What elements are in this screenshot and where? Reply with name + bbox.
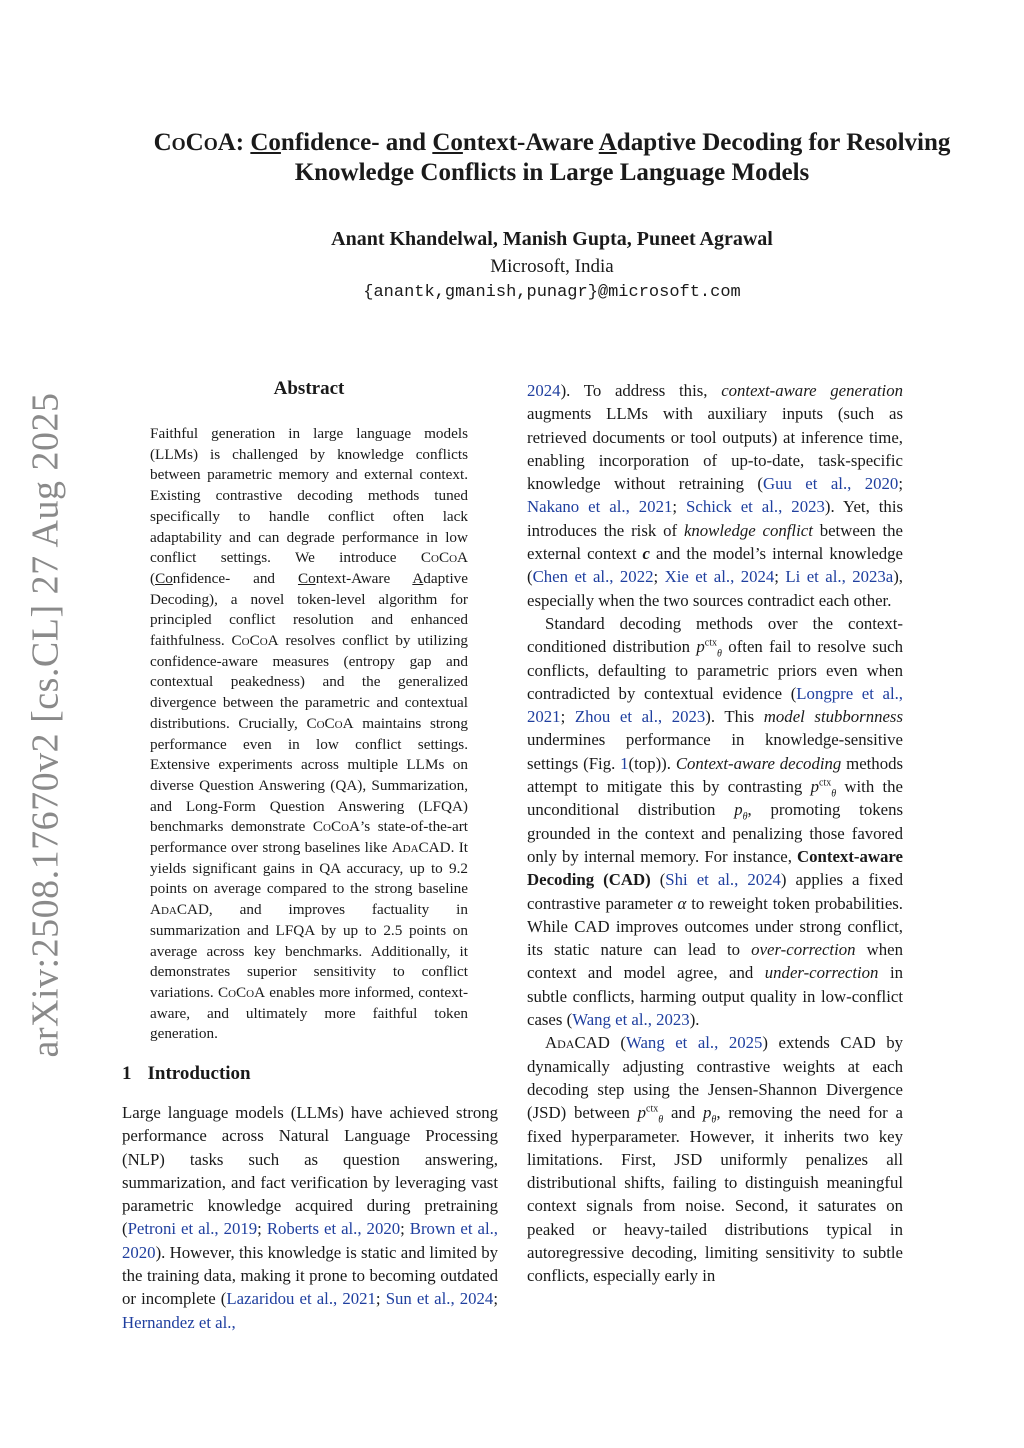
- body-text: methods attempt to mitigate this by contrasting: [527, 753, 904, 797]
- citation-link[interactable]: Li et al., 2023a: [785, 567, 894, 587]
- math-symbol: c: [642, 544, 650, 564]
- abstract-text: ntext-Aware: [315, 569, 413, 587]
- math-symbol: p: [810, 777, 819, 797]
- math-superscript: ctx: [818, 777, 832, 789]
- intro-paragraph: [527, 612, 903, 1031]
- citation-separator: ;: [375, 1289, 386, 1309]
- body-text: to reweight token probabilities. While CAD improves outcomes under strong conflict, its static nature can lead to: [527, 893, 903, 960]
- author-list: Anant Khandelwal, Manish Gupta, Puneet Agrawal: [331, 228, 773, 250]
- abstract-heading: Abstract: [273, 378, 345, 399]
- intro-right-column: [527, 379, 903, 1288]
- citation-separator: ;: [774, 567, 786, 587]
- intro-left-column: [122, 1101, 498, 1334]
- title-line-2: Knowledge Conflicts in Large Language Models: [294, 159, 810, 186]
- body-text: ). Yet, this introduces the risk of: [527, 497, 904, 540]
- title-method-name: CoCoA: [153, 129, 236, 156]
- math-subscript: θ: [717, 648, 722, 660]
- citation-link[interactable]: Shi et al., 2024: [665, 870, 781, 890]
- citation-separator: ;: [560, 707, 575, 727]
- title-fragment: nfidence- and: [280, 129, 433, 156]
- abstract-body: [150, 424, 468, 1045]
- math-symbol: p: [703, 1103, 712, 1123]
- citation-link[interactable]: Roberts et al., 2020: [266, 1219, 401, 1239]
- abstract-text: maintains strong performance even in low conflict settings. Extensive experiments across multiple LLMs on diverse Question Answering (QA), Summarization, and Long-Form Question Answering (LFQA) benchmarks demonstrate: [150, 714, 468, 836]
- body-text: ). This: [705, 707, 764, 727]
- body-text: , removing the need for a fixed hyperparameter. However, it inherits two key limitations. First, JSD uniformly penalizes all distributional shifts, failing to distinguish meaningful context signals from noise. Second, it saturates on peaked or heavy-tailed distributions typical in autoregressive decoding, limiting sensitivity to subtle conflicts, especially early in: [527, 1103, 903, 1286]
- body-text: when context and model agree, and: [527, 940, 903, 983]
- title-underlined-co: Co: [432, 129, 463, 156]
- emphasis: over-correction: [751, 940, 856, 960]
- title-fragment: ntext-Aware: [462, 129, 599, 156]
- emphasis: under-correction: [764, 963, 879, 983]
- baseline-name: AdaCAD: [150, 901, 209, 919]
- emphasis: model stubbornness: [763, 707, 903, 727]
- math-symbol: p: [637, 1103, 647, 1123]
- baseline-name: AdaCAD: [391, 839, 451, 857]
- bold-term: Context-aware Decoding (CAD): [527, 846, 903, 890]
- abstract-text: . It yields significant gains in QA accuracy, up to 9.2 points on average compared to the strong baseline: [150, 839, 468, 898]
- citation-separator: ;: [400, 1219, 410, 1239]
- math-subscript: θ: [742, 811, 748, 823]
- citation-link[interactable]: Wang et al., 2025: [625, 1033, 763, 1053]
- body-text: undermines performance in knowledge-sensitive settings (Fig.: [527, 730, 903, 773]
- math-symbol: p: [696, 637, 705, 657]
- body-text: (top)).: [628, 753, 676, 773]
- body-text: ).: [689, 1010, 700, 1030]
- body-text: in subtle conflicts, harming output quality in low-conflict cases (: [527, 963, 903, 1030]
- emphasis: Context-aware decoding: [675, 753, 842, 773]
- abstract-text: nfidence- and: [172, 569, 298, 587]
- citation-separator: ;: [898, 474, 903, 494]
- body-text: ). However, this knowledge is static and limited by the training data, making it prone to becoming outdated or incomplete (: [122, 1242, 498, 1309]
- citation-link[interactable]: 2024: [527, 381, 561, 400]
- emphasis: context-aware generation: [721, 381, 903, 400]
- underlined-letter: Co: [297, 569, 316, 587]
- title-underlined-co: Co: [250, 129, 281, 156]
- math-superscript: ctx: [704, 637, 717, 649]
- abstract-text: Faithful generation in large language models (LLMs) is challenged by knowledge conflicts between parametric memory and external context. Existing contrastive decoding methods tuned specifically to handle conflict often lack adaptability and can degrade performance in low conflict settings. We introduce: [150, 425, 468, 567]
- title-underlined-a: A: [598, 129, 617, 156]
- title-colon: :: [235, 129, 251, 156]
- math-subscript: θ: [711, 1114, 717, 1126]
- intro-paragraph: [122, 1101, 498, 1334]
- body-text: , promoting tokens grounded in the context and penalizing those favored only by internal memory. For instance,: [527, 800, 903, 866]
- abstract-text: daptive Decoding), a novel token-level algorithm for principled conflict resolution and enhanced faithfulness.: [150, 569, 468, 650]
- body-text: ) extends CAD by dynamically adjusting contrastive weights at each decoding step using the Jensen-Shannon Divergence (JSD) between: [527, 1033, 903, 1123]
- figure-ref-link[interactable]: 1: [620, 753, 629, 773]
- paper-title: [100, 128, 1004, 188]
- affiliation: Microsoft, India: [490, 256, 614, 277]
- method-name: CoCoA: [420, 549, 468, 567]
- abstract-text: resolves conflict by utilizing confidence-aware measures (entropy gap and contextual peakedness) and the generalized divergence between the parametric and contextual distributions. Crucially,: [150, 632, 469, 732]
- baseline-name: AdaCAD: [545, 1033, 610, 1053]
- body-text: augments LLMs with auxiliary inputs (such as retrieved documents or tool outputs) at inference time, enabling incorporation of up-to-date, task-specific knowledge without retraining (: [527, 404, 903, 494]
- citation-link[interactable]: Guu et al., 2020: [762, 474, 899, 494]
- citation-separator: ;: [653, 567, 665, 587]
- intro-paragraph: [527, 379, 903, 612]
- title-fragment: daptive Decoding for Resolving: [616, 129, 951, 156]
- citation-link[interactable]: Xie et al., 2024: [664, 567, 775, 587]
- citation-link[interactable]: Schick et al., 2023: [686, 497, 825, 517]
- section-title: Introduction: [147, 1063, 251, 1084]
- body-text: ), especially when the two sources contradict each other.: [527, 567, 903, 610]
- body-text: with the unconditional distribution: [527, 777, 903, 820]
- abstract-text: , and improves factuality in summarization and LFQA by up to 2.5 points on average across key benchmarks. Additionally, it demonstrates superior sensitivity to conflict variations.: [150, 901, 468, 1001]
- body-text: Large language models (LLMs) have achieved strong performance across Natural Language Processing (NLP) tasks such as question answering, summarization, and fact verification by leveraging vast parametric knowledge acquired during pretraining (: [122, 1103, 498, 1239]
- citation-link[interactable]: Zhou et al., 2023: [574, 707, 706, 727]
- citation-link[interactable]: Longpre et al., 2021: [527, 683, 903, 727]
- body-text: (: [609, 1033, 626, 1053]
- body-text: ) applies a fixed contrastive parameter: [527, 870, 903, 913]
- citation-link[interactable]: Petroni et al., 2019: [127, 1219, 258, 1239]
- abstract-text: (: [150, 569, 156, 587]
- method-name: CoCoA: [306, 714, 354, 732]
- section-heading-introduction: [122, 1063, 251, 1085]
- math-symbol: α: [677, 893, 687, 913]
- body-text: (: [650, 870, 666, 890]
- math-symbol: p: [734, 800, 743, 820]
- citation-separator: ;: [493, 1289, 498, 1309]
- arxiv-id-text: arXiv:2508.17670v2 [cs.CL] 27 Aug 2025: [24, 392, 67, 1058]
- citation-link[interactable]: Sun et al., 2024: [385, 1289, 494, 1309]
- citation-link[interactable]: Lazaridou et al., 2021: [226, 1289, 376, 1309]
- citation-link[interactable]: Chen et al., 2022: [532, 567, 654, 587]
- citation-link[interactable]: Brown et al., 2020: [122, 1219, 499, 1262]
- body-text: and the model’s internal knowledge (: [527, 544, 904, 587]
- emphasis: knowledge conflict: [683, 520, 813, 540]
- body-text: ). To address this,: [560, 381, 722, 400]
- abstract-text: enables more informed, context-aware, and ultimately more faithful token generation.: [150, 983, 468, 1043]
- citation-link[interactable]: Nakano et al., 2021: [527, 497, 673, 517]
- arxiv-sidebar-stamp: [0, 392, 90, 1058]
- body-text: between the external context: [527, 520, 903, 564]
- method-name: CoCoA: [217, 983, 266, 1001]
- citation-separator: ;: [257, 1219, 267, 1239]
- body-text: and: [663, 1103, 704, 1123]
- intro-paragraph: [527, 1031, 903, 1287]
- citation-separator: ;: [672, 497, 687, 517]
- author-emails: {anantk,gmanish,punagr}@microsoft.com: [363, 283, 741, 302]
- math-subscript: θ: [831, 788, 837, 800]
- citation-link[interactable]: Wang et al., 2023: [572, 1010, 690, 1030]
- math-superscript: ctx: [646, 1103, 659, 1115]
- underlined-letter: A: [412, 569, 424, 587]
- citation-link[interactable]: Hernandez et al.,: [122, 1312, 236, 1332]
- abstract-text: ’s state-of-the-art performance over strong baselines like: [150, 818, 468, 857]
- body-text: Standard decoding methods over the context-conditioned distribution: [527, 613, 903, 657]
- body-text: often fail to resolve such conflicts, defaulting to parametric priors even when contradicted by contextual evidence (: [527, 637, 903, 703]
- section-number: 1: [122, 1063, 132, 1084]
- underlined-letter: Co: [155, 569, 173, 587]
- method-name: CoCoA: [231, 632, 279, 650]
- method-name: CoCoA: [312, 818, 360, 836]
- math-subscript: θ: [658, 1114, 664, 1126]
